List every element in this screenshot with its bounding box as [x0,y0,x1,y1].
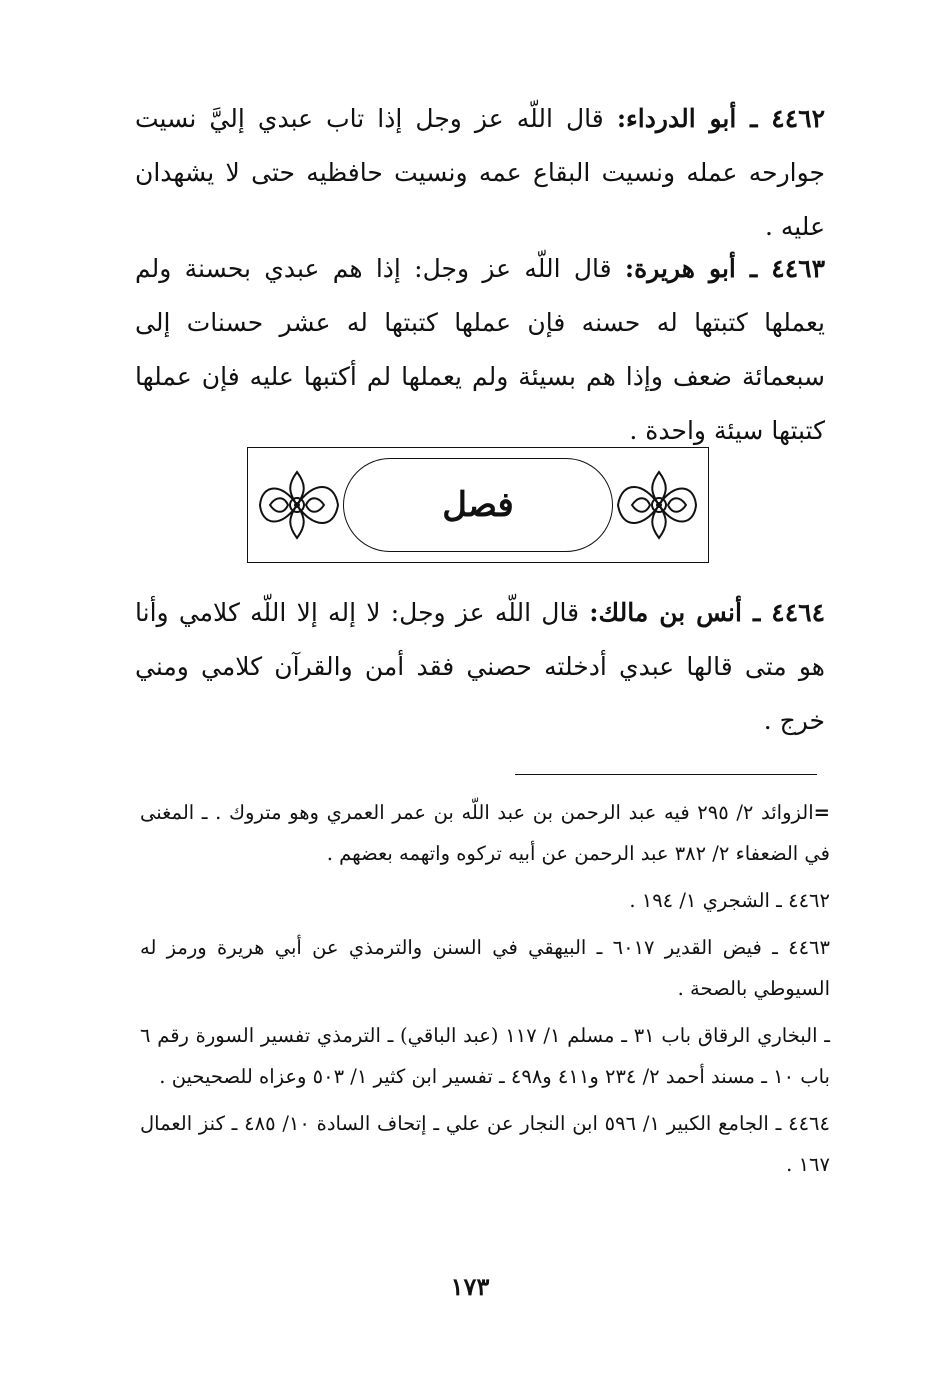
section-heading-oval [343,458,613,552]
hadith-entry-text: قال اللّه عز وجل إذا تاب عبدي إليَّ نسيت جوارحه عمله ونسيت البقاع عمه ونسيت حافظيه حتى لا يشهدان عليه . [135,104,825,241]
hadith-entry-head: ٤٤٦٢ ـ أبو الدرداء: [616,104,825,133]
hadith-entry-4463 [135,242,825,458]
footnote-separator [515,774,817,775]
footnote-item: ـ البخاري الرقاق باب ٣١ ـ مسلم ١/ ١١٧ (عبد الباقي) ـ الترمذي تفسير السورة رقم ٦ باب ١٠ ـ مسند أحمد ٢/ ٢٣٤ و٤١١ و٤٩٨ ـ تفسير ابن كثير ١/ ٥٠٣ وعزاه للصحيحين . [140,1024,830,1088]
hadith-entry-4462 [135,92,825,254]
footnote-item: ٤٤٦٤ ـ الجامع الكبير ١/ ٥٩٦ ابن النجار عن علي ـ إتحاف السادة ١٠/ ٤٨٥ ـ كنز العمال ١٦٧ . [140,1112,831,1176]
footnote-item: ٤٤٦٢ ـ الشجري ١/ ١٩٤ . [629,889,830,912]
footnote-item [140,792,830,874]
hadith-entry-text: قال اللّه عز وجل: إذا هم عبدي بحسنة ولم يعملها كتبتها له حسنه فإن عملها كتبتها له عشر حسنات إلى سبعمائة ضعف وإذا هم بسيئة ولم يعملها لم أكتبها عليه فإن عملها كتبتها سيئة واحدة . [135,254,825,445]
arabesque-ornament-icon [614,462,704,548]
section-heading-frame [247,447,709,563]
hadith-entry-text: قال اللّه عز وجل: لا إله إلا اللّه كلامي وأنا هو متى قالها عبدي أدخلته حصني فقد أمن والقرآن كلامي ومني خرج . [135,598,825,735]
footnote-text: الزوائد ٢/ ٢٩٥ فيه عبد الرحمن بن عبد اللّه بن عمر العمري وهو متروك . ـ المغنى في الضعفاء ٢/ ٣٨٢ عبد الرحمن عن أبيه تركوه واتهمه بعضهم . [140,801,830,865]
footnote-item: ٤٤٦٣ ـ فيض القدير ٦٠١٧ ـ البيهقي في السنن والترمذي عن أبي هريرة ورمز له السيوطي بالصحة . [140,936,831,1000]
arabesque-ornament-icon [252,462,342,548]
footnotes [140,792,830,1185]
continuation-mark: = [813,801,830,824]
hadith-entry-4464 [135,586,825,748]
page-number: ١٧٣ [450,1272,490,1301]
hadith-entry-head: ٤٤٦٣ ـ أبو هريرة: [624,254,826,283]
section-title: فصل [442,485,514,525]
hadith-entry-head: ٤٤٦٤ ـ أنس بن مالك: [589,598,825,627]
